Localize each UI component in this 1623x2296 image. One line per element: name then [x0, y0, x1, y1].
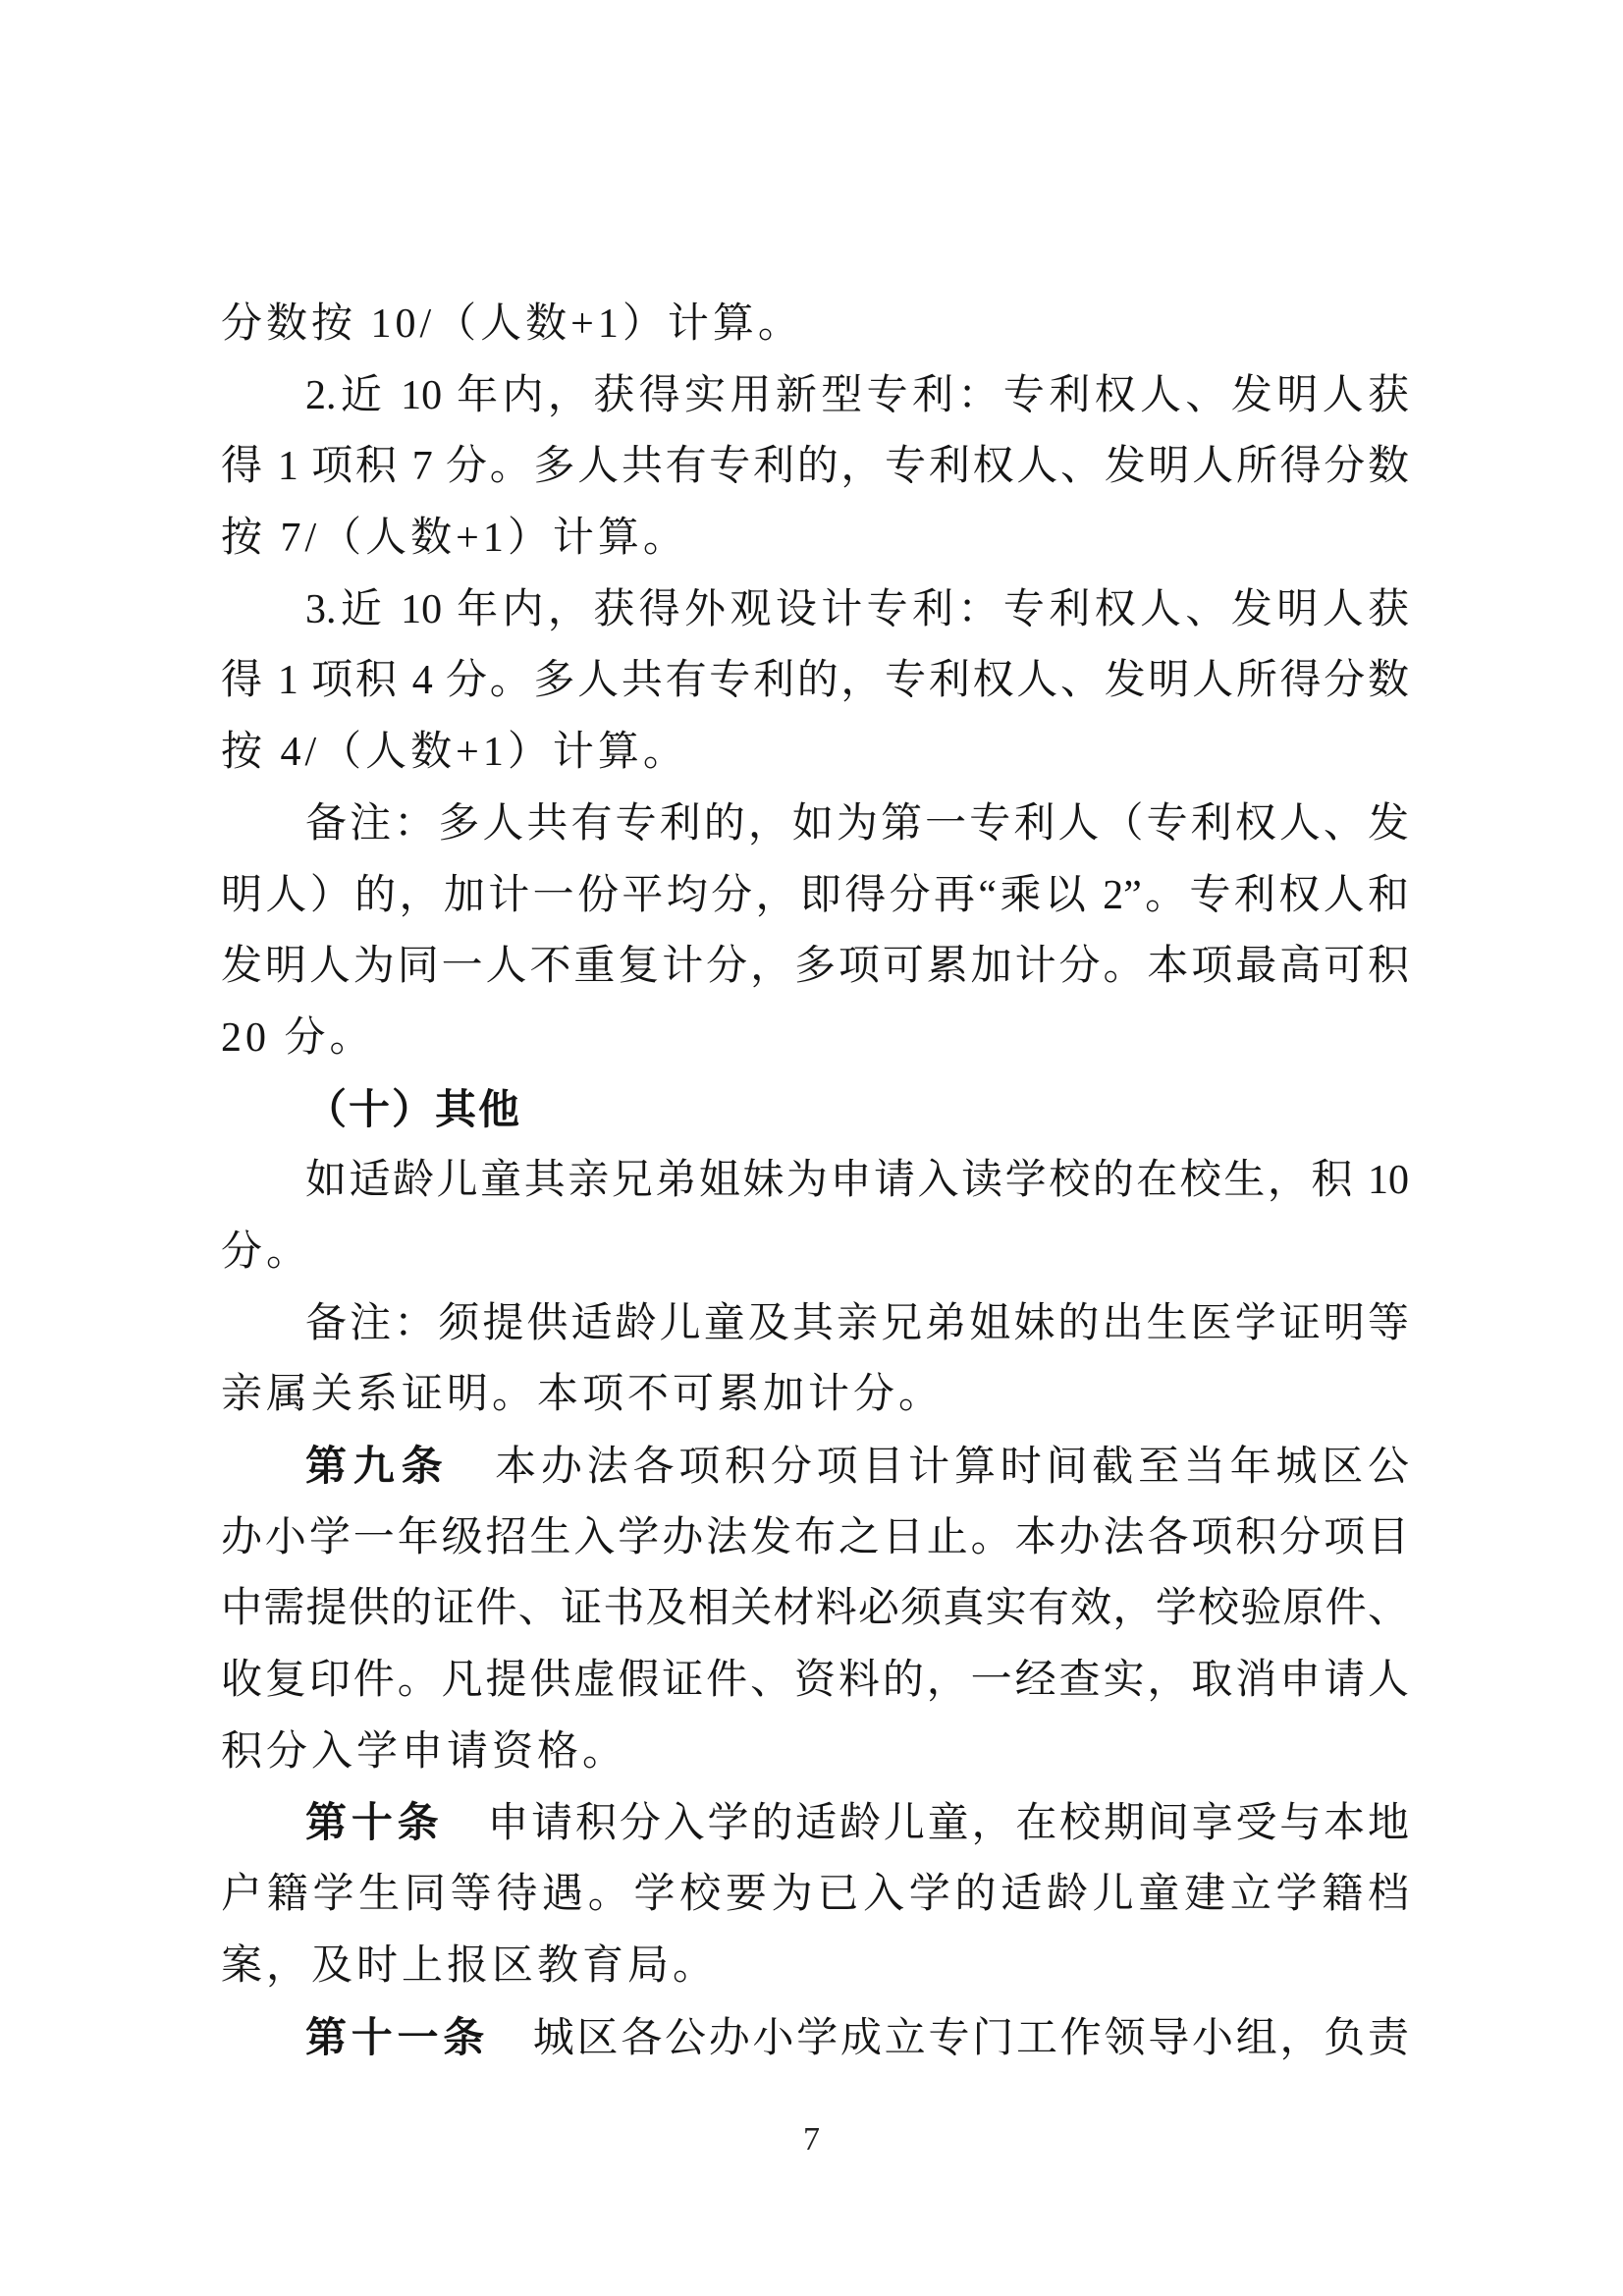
body-line	[221, 1859, 1409, 1931]
body-text: 明人）的，加计一份平均分，即得分再“乘以 2”。专利权人和	[221, 872, 1409, 918]
body-text: 城区各公办小学成立专门工作领导小组，负责	[489, 2015, 1409, 2061]
body-text: 申请积分入学的适龄儿童，在校期间享受与本地	[443, 1801, 1409, 1847]
body-line	[221, 717, 1409, 789]
text-block	[221, 289, 1409, 2073]
body-line	[221, 360, 1409, 432]
body-line	[221, 503, 1409, 574]
body-text: 办小学一年级招生入学办法发布之日止。本办法各项积分项目	[221, 1514, 1409, 1560]
body-text: 2.近 10 年内，获得实用新型专利：专利权人、发明人获	[305, 372, 1409, 418]
body-text: 积分入学申请资格。	[221, 1728, 628, 1775]
body-text: 本办法各项积分项目计算时间截至当年城区公	[449, 1445, 1409, 1490]
body-text: 分数按 10/（人数+1）计算。	[221, 301, 803, 347]
body-text: 备注：多人共有专利的，如为第一专利人（专利权人、发	[305, 800, 1409, 847]
body-line	[221, 1931, 1409, 2002]
body-line	[221, 574, 1409, 646]
body-line	[221, 1573, 1409, 1645]
body-text: 亲属关系证明。本项不可累加计分。	[221, 1372, 945, 1418]
body-line	[221, 1359, 1409, 1431]
body-line	[221, 1145, 1409, 1217]
article-line	[221, 1431, 1409, 1503]
body-line	[221, 289, 1409, 360]
body-line	[221, 860, 1409, 932]
page-number: 7	[803, 2121, 820, 2158]
body-text: 20 分。	[221, 1014, 375, 1061]
body-text: 3.近 10 年内，获得外观设计专利：专利权人、发明人获	[305, 586, 1409, 632]
article-heading: 第十一条	[305, 2013, 489, 2060]
body-text: 得 1 项积 4 分。多人共有专利的，专利权人、发明人所得分数	[221, 658, 1409, 704]
body-line	[221, 431, 1409, 503]
body-text: 按 7/（人数+1）计算。	[221, 516, 688, 562]
body-text: 分。	[221, 1229, 312, 1275]
body-line	[221, 645, 1409, 717]
body-text: 得 1 项积 7 分。多人共有专利的，专利权人、发明人所得分数	[221, 444, 1409, 490]
body-text: 户籍学生同等待遇。学校要为已入学的适龄儿童建立学籍档	[221, 1872, 1409, 1918]
body-line	[221, 1217, 1409, 1288]
body-line	[221, 1288, 1409, 1360]
article-heading: 第九条	[305, 1443, 450, 1489]
article-heading: 第十条	[305, 1799, 444, 1846]
body-text: 如适龄儿童其亲兄弟姐妹为申请入读学校的在校生，积 10	[305, 1158, 1409, 1204]
body-text: 收复印件。凡提供虚假证件、资料的，一经查实，取消申请人	[221, 1658, 1409, 1704]
body-line	[221, 1717, 1409, 1788]
body-line	[221, 1503, 1409, 1574]
body-text: 发明人为同一人不重复计分，多项可累加计分。本项最高可积	[221, 944, 1409, 990]
article-line	[221, 2002, 1409, 2074]
body-text: 备注：须提供适龄儿童及其亲兄弟姐妹的出生医学证明等	[305, 1300, 1409, 1346]
body-line	[221, 931, 1409, 1003]
body-line	[221, 1645, 1409, 1717]
body-text: 按 4/（人数+1）计算。	[221, 730, 688, 776]
section-heading: （十）其他	[305, 1085, 522, 1132]
body-text: 中需提供的证件、证书及相关材料必须真实有效，学校验原件、	[221, 1586, 1409, 1632]
body-line	[221, 1003, 1409, 1074]
body-line	[221, 789, 1409, 860]
body-text: 案，及时上报区教育局。	[221, 1942, 719, 1989]
article-line	[221, 1787, 1409, 1859]
section-heading-line	[221, 1074, 1409, 1146]
